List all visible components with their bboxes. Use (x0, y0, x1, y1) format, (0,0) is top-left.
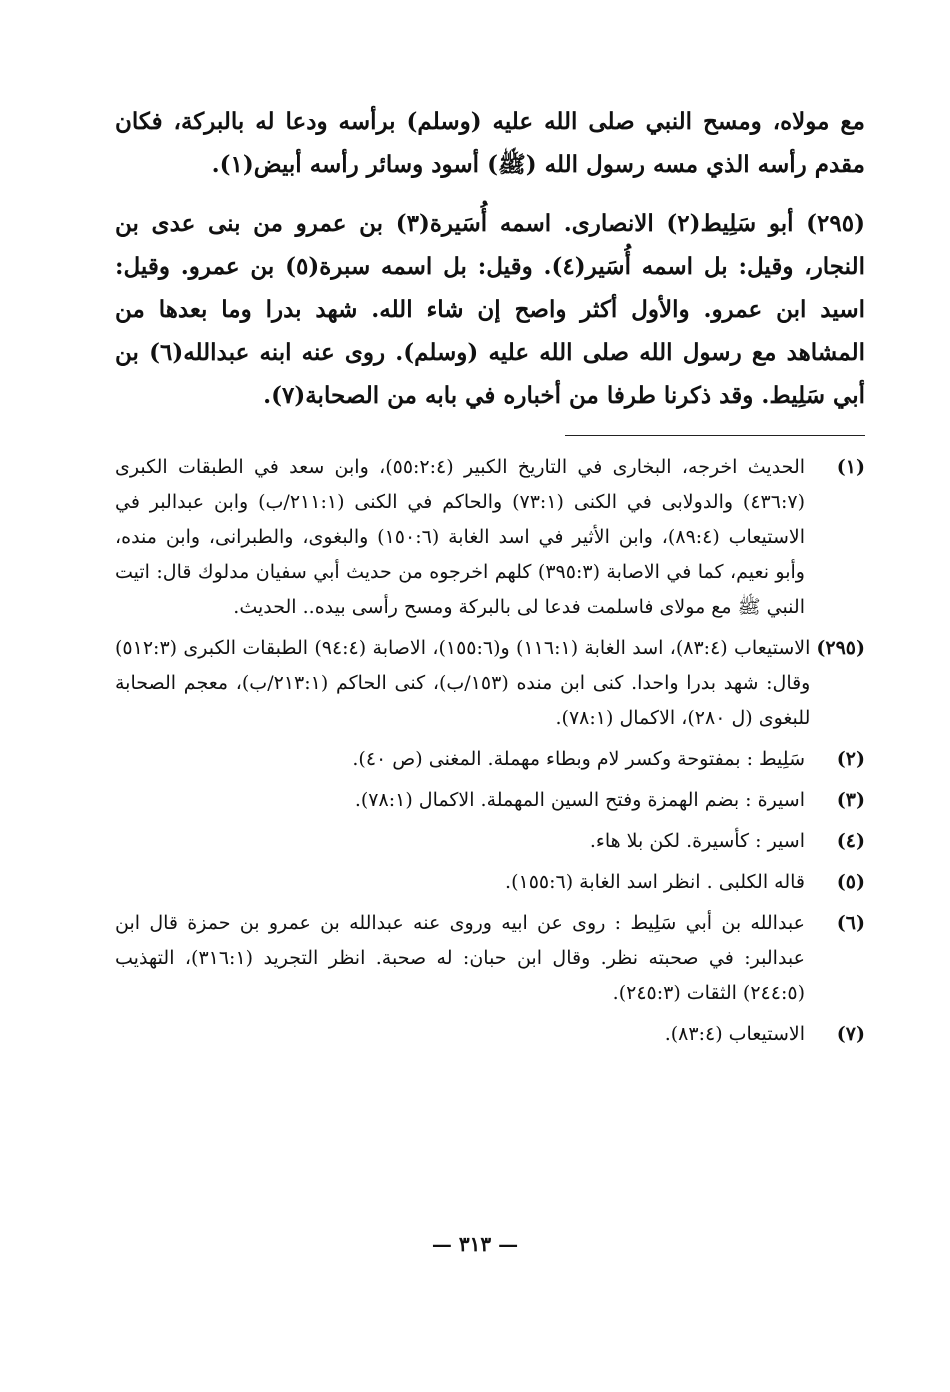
footnote-number: (٢٩٥) (816, 637, 865, 659)
main-paragraph-2: (٢٩٥) أبو سَلِيط(٢) الانصارى. اسمه أُسَيرة(٣) بن عمرو من بنى عدى بن النجار، وقيل: بل اسمه أُسَير(٤). وقيل: بل اسمه سبرة(٥) بن عمرو. وقيل: اسيد ابن عمرو. والأول أكثر واصح إن شاء الله. شهد بدرا وما بعدها من المشاهد مع رسول الله صلى الله عليه (وسلم). روى عنه ابنه عبدالله(٦) بن أبي سَلِيط. وقد ذكرنا طرفا من أخباره في بابه من الصحابة(٧). (115, 210, 865, 409)
footnote-number: (٥) (836, 871, 865, 893)
page-content (115, 100, 865, 1058)
footnote-6 (115, 906, 865, 1011)
footnote-text: الاستيعاب (٨٣:٤)، اسد الغابة (١١٦:١) و(١٥٥:٦)، الاصابة (٩٤:٤) الطبقات الكبرى (٥١٢:٣) وقال: شهد بدرا واحدا. كنى ابن منده (١٥٣/ب)، كنى الحاكم (٢١٣:١/ب)، معجم الصحابة للبغوى (ل ٢٨٠)، الاكمال (٧٨:١). (115, 637, 811, 729)
footnote-number: (٧) (836, 1023, 865, 1045)
footnote-text: اسير : كأسيرة. لكن بلا هاء. (589, 830, 805, 852)
footnote-number: (٣) (836, 789, 865, 811)
footnote-entry-295 (115, 631, 865, 736)
footnote-3 (115, 783, 865, 818)
footnote-2 (115, 742, 865, 777)
footnote-text: الحديث اخرجه، البخارى في التاريخ الكبير (٥٥:٢:٤)، وابن سعد في الطبقات الكبرى (٤٣٦:٧) والدولابى في الكنى (٧٣:١) والحاكم في الكنى (٢١١:١/ب) وابن عبدالبر في الاستيعاب (٨٩:٤)، وابن الأثير في اسد الغابة (١٥٠:٦) والبغوى، والطبرانى، وابن منده، وأبو نعيم، كما في الاصابة (٣٩٥:٣) كلهم اخرجوه من حديث أبي سفيان مدلوك قال: اتيت النبي ﷺ مع مولاى فاسلمت فدعا لى بالبركة ومسح رأسى بيده.. الحديث. (115, 456, 806, 618)
footnote-1 (115, 450, 865, 625)
footnote-number: (٤) (836, 830, 865, 852)
page-number: — ٣١٣ — (431, 1232, 519, 1256)
footnote-number: (٢) (836, 748, 865, 770)
footnote-text: قاله الكلبى . انظر اسد الغابة (١٥٥:٦). (505, 871, 805, 893)
footnote-4 (115, 824, 865, 859)
footnotes (115, 450, 865, 1052)
footnote-5 (115, 865, 865, 900)
footnote-number: (١) (836, 456, 865, 478)
footnote-7 (115, 1017, 865, 1052)
footnote-text: عبدالله بن أبي سَلِيط : روى عن ابيه وروى عنه عبدالله بن عمرو بن حمزة قال ابن عبدالبر: في صحبته نظر. وقال ابن حبان: له صحبة. انظر التجريد (٣١٦:١)، التهذيب (٢٤٤:٥) الثقات (٢٤٥:٣). (115, 912, 805, 1004)
footnote-text: اسيرة : بضم الهمزة وفتح السين المهملة. الاكمال (٧٨:١). (354, 789, 805, 811)
footnote-divider (565, 435, 865, 436)
main-text (115, 100, 865, 417)
footnote-text: الاستيعاب (٨٣:٤). (664, 1023, 805, 1045)
footnote-number: (٦) (836, 912, 865, 934)
main-paragraph-1: مع مولاه، ومسح النبي صلى الله عليه (وسلم) برأسه ودعا له بالبركة، فكان مقدم رأسه الذي مسه رسول الله (ﷺ) أسود وسائر رأسه أبيض(١). (115, 108, 865, 178)
footnote-text: سَلِيط : بمفتوحة وكسر لام وبطاء مهملة. المغنى (ص ٤٠). (352, 748, 805, 770)
